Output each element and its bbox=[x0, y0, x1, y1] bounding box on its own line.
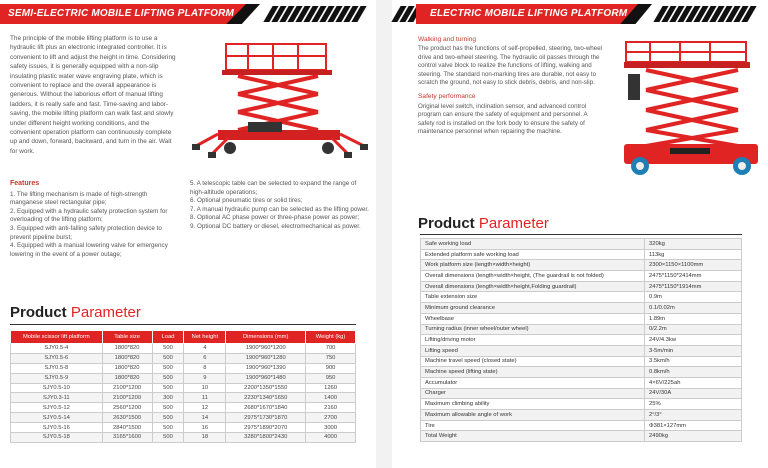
banner-title: SEMI-ELECTRIC MOBILE LIFTING PLATFORM bbox=[8, 8, 235, 19]
spec-label: Minimum ground clearance bbox=[421, 303, 645, 314]
spec-value: 0/2.2m bbox=[645, 324, 742, 335]
electric-lift-image bbox=[620, 38, 762, 178]
table-row bbox=[421, 431, 742, 442]
table-row bbox=[421, 388, 742, 399]
table-row bbox=[11, 344, 356, 354]
table-row bbox=[421, 367, 742, 378]
table-header: Weight (kg) bbox=[306, 331, 356, 344]
spec-value: 25% bbox=[645, 399, 742, 410]
cell: 1900*960*1280 bbox=[226, 353, 306, 363]
cell: 1900*960*1480 bbox=[226, 373, 306, 383]
spec-label: Charger bbox=[421, 388, 645, 399]
right-banner bbox=[392, 4, 768, 24]
cell: 2100*1200 bbox=[102, 383, 152, 393]
left-banner bbox=[0, 4, 376, 24]
cell: 2700 bbox=[306, 413, 356, 423]
spec-label: Maximum climbing ability bbox=[421, 399, 645, 410]
spec-label: Machine travel speed (closed state) bbox=[421, 356, 645, 367]
table-row bbox=[421, 249, 742, 260]
table-row bbox=[11, 373, 356, 383]
cell: 500 bbox=[152, 353, 184, 363]
table-header: Net height bbox=[184, 331, 226, 344]
cell: 14 bbox=[184, 413, 226, 423]
cell: 1800*820 bbox=[102, 373, 152, 383]
table-header: Mobile scissor lift platform bbox=[11, 331, 103, 344]
table-row bbox=[11, 413, 356, 423]
spec-label: Tire bbox=[421, 420, 645, 431]
features-title: Features bbox=[10, 180, 40, 187]
cell: 500 bbox=[152, 363, 184, 373]
right-param-heading bbox=[418, 215, 549, 232]
cell: 2160 bbox=[306, 403, 356, 413]
right-page bbox=[392, 0, 768, 468]
table-header-row bbox=[11, 331, 356, 344]
spec-value: 0.1/0.02m bbox=[645, 303, 742, 314]
table-row bbox=[11, 363, 356, 373]
cell: 3000 bbox=[306, 423, 356, 433]
cell: 1800*820 bbox=[102, 344, 152, 354]
cell: 500 bbox=[152, 373, 184, 383]
intro-paragraph: The principle of the mobile lifting platform is to use a hydraulic lift plus an electronic integrated controller. It is convenient to lift and adjust the height in time. Considering safety issues, it is generally equipped with a non-slip insulating plastic water wave engraving plate, which is convenient to replace and the overall appearance is generous. Without the laborious effort of manual lifting ladders, it is really safe and fast. Time-saving and labor-saving, the mobile lifting platform can walk fast and slowly under different height working conditions, and the convenient operation platform can continuously complete up and down, forward, backward, and turn in the air. Wait for work. bbox=[10, 35, 176, 155]
spec-value: 4×6V/225ah bbox=[645, 377, 742, 388]
cell: SJY0.5-8 bbox=[11, 363, 103, 373]
spec-value: 2°/3° bbox=[645, 410, 742, 421]
spec-label: Lifting/driving motor bbox=[421, 335, 645, 346]
table-row bbox=[421, 420, 742, 431]
cell: 12 bbox=[184, 403, 226, 413]
cell: 10 bbox=[184, 383, 226, 393]
table-header: Table size bbox=[102, 331, 152, 344]
spec-value: 24V/4.3kw bbox=[645, 335, 742, 346]
cell: 500 bbox=[152, 413, 184, 423]
table-row bbox=[11, 423, 356, 433]
feature-item: 9. Optional DC battery or diesel, electromechanical as power. bbox=[190, 222, 361, 230]
left-page bbox=[0, 0, 376, 468]
spec-value: 3-5m/min bbox=[645, 345, 742, 356]
feature-item: 6. Optional pneumatic tires or solid tires; bbox=[190, 197, 303, 205]
cell: 4000 bbox=[306, 433, 356, 443]
cell: 1800*820 bbox=[102, 353, 152, 363]
cell: SJY0.5-9 bbox=[11, 373, 103, 383]
param-title-b: Parameter bbox=[70, 304, 141, 321]
spec-value: 0.9m bbox=[645, 292, 742, 303]
table-row bbox=[11, 353, 356, 363]
feature-item: 4. Equipped with a manual lowering valve for emergency lowering in the event of a power outage; bbox=[10, 242, 168, 258]
spec-value: 2475*1150*1914mm bbox=[645, 281, 742, 292]
cell: 8 bbox=[184, 363, 226, 373]
spec-label: Accumulator bbox=[421, 377, 645, 388]
spec-value: Φ381×127mm bbox=[645, 420, 742, 431]
table-header: Load bbox=[152, 331, 184, 344]
table-row bbox=[421, 399, 742, 410]
table-row bbox=[421, 377, 742, 388]
cell: 3165*1600 bbox=[102, 433, 152, 443]
spec-label: Machine speed (lifting state) bbox=[421, 367, 645, 378]
param-rule bbox=[10, 324, 356, 325]
cell: 500 bbox=[152, 423, 184, 433]
spec-value: 2490kg bbox=[645, 431, 742, 442]
banner-title: ELECTRIC MOBILE LIFTING PLATFORM bbox=[430, 8, 628, 19]
features-list-2 bbox=[190, 180, 370, 232]
param-title-b: Parameter bbox=[478, 215, 549, 232]
feature-item: 5. A telescopic table can be selected to expand the range of high-altitude operations; bbox=[190, 180, 357, 196]
cell: 1400 bbox=[306, 393, 356, 403]
spec-value: 113kg bbox=[645, 249, 742, 260]
spec-label: Work platform size (length×width×height) bbox=[421, 260, 645, 271]
cell: SJY0.5-18 bbox=[11, 433, 103, 443]
cell: 2975*1730*1870 bbox=[226, 413, 306, 423]
cell: 2100*1200 bbox=[102, 393, 152, 403]
spec-value: 0.8km/h bbox=[645, 367, 742, 378]
cell: 300 bbox=[152, 393, 184, 403]
spec-value: 24V/30A bbox=[645, 388, 742, 399]
feature-item: 1. The lifting mechanism is made of high-strength manganese steel rectangular pipe; bbox=[10, 190, 148, 207]
table-row bbox=[421, 313, 742, 324]
cell: 2840*1500 bbox=[102, 423, 152, 433]
param-title-a: Product bbox=[418, 215, 475, 232]
spec-value: 3.5km/h bbox=[645, 356, 742, 367]
spec-label: Lifting speed bbox=[421, 345, 645, 356]
cell: SJY0.5-16 bbox=[11, 423, 103, 433]
features-block bbox=[10, 180, 182, 259]
feature-item: 8. Optional AC phase power or three-phase power as power; bbox=[190, 214, 360, 222]
table-row bbox=[421, 410, 742, 421]
cell: 16 bbox=[184, 423, 226, 433]
spec-label: Overall dimensions (length×width×height,Folding guardrail) bbox=[421, 281, 645, 292]
spec-label: Safe working load bbox=[421, 239, 645, 250]
safety-title: Safety performance bbox=[418, 93, 476, 101]
spec-table bbox=[420, 238, 742, 442]
cell: SJY0.3-11 bbox=[11, 393, 103, 403]
cell: 500 bbox=[152, 383, 184, 393]
cell: 900 bbox=[306, 363, 356, 373]
cell: 750 bbox=[306, 353, 356, 363]
cell: 1900*960*1390 bbox=[226, 363, 306, 373]
cell: 2560*1200 bbox=[102, 403, 152, 413]
feature-item: 2. Equipped with a hydraulic safety protection system for overloading of the lifting platform; bbox=[10, 207, 168, 224]
cell: 2680*1670*1840 bbox=[226, 403, 306, 413]
cell: 9 bbox=[184, 373, 226, 383]
cell: 2230*1340*1650 bbox=[226, 393, 306, 403]
cell: 1800*820 bbox=[102, 363, 152, 373]
cell: 1900*960*1200 bbox=[226, 344, 306, 354]
features-list bbox=[10, 191, 182, 260]
right-description bbox=[418, 36, 604, 136]
table-header: Dimensions (mm) bbox=[226, 331, 306, 344]
banner-stripes bbox=[268, 6, 362, 22]
table-row bbox=[421, 324, 742, 335]
safety-text: Original level switch, inclination sensor, and advanced control program can ensure the safety of equipment and personnel. A safety rod is installed on the fork body to ensure the safety of maintenance personnel when repairing the machine. bbox=[418, 102, 588, 136]
spec-label: Turning radius (inner wheel/outer wheel) bbox=[421, 324, 645, 335]
cell: 3280*1800*2430 bbox=[226, 433, 306, 443]
features-block-2 bbox=[190, 180, 370, 232]
cell: 11 bbox=[184, 393, 226, 403]
spec-value: 1.89m bbox=[645, 313, 742, 324]
spec-label: Maximum allowable angle of work bbox=[421, 410, 645, 421]
banner-stripes bbox=[658, 6, 752, 22]
spec-label: Extended platform safe working load bbox=[421, 249, 645, 260]
semi-electric-lift-image bbox=[188, 34, 370, 164]
table-row bbox=[421, 281, 742, 292]
feature-item: 7. A manual hydraulic pump can be selected as the lifting power. bbox=[190, 205, 369, 213]
cell: SJY0.5-10 bbox=[11, 383, 103, 393]
cell: 500 bbox=[152, 433, 184, 443]
cell: SJY0.5-14 bbox=[11, 413, 103, 423]
cell: 700 bbox=[306, 344, 356, 354]
spec-value: 2300×1150×1100mm bbox=[645, 260, 742, 271]
spec-label: Wheelbase bbox=[421, 313, 645, 324]
table-row bbox=[421, 260, 742, 271]
cell: 18 bbox=[184, 433, 226, 443]
walking-title: Walking and turning bbox=[418, 36, 477, 43]
cell: 500 bbox=[152, 403, 184, 413]
cell: 2975*1890*2070 bbox=[226, 423, 306, 433]
spec-value: 2475*1150*2414mm bbox=[645, 271, 742, 282]
table-row bbox=[421, 356, 742, 367]
cell: 2630*1500 bbox=[102, 413, 152, 423]
model-table bbox=[10, 330, 356, 443]
cell: 500 bbox=[152, 344, 184, 354]
cell: 2200*1350*1550 bbox=[226, 383, 306, 393]
cell: 950 bbox=[306, 373, 356, 383]
cell: 4 bbox=[184, 344, 226, 354]
cell: SJY0.5-12 bbox=[11, 403, 103, 413]
feature-item: 3. Equipped with anti-falling safety protection device to prevent pipeline burst; bbox=[10, 224, 162, 241]
walking-text: The product has the functions of self-propelled, steering, two-wheel drive and two-wheel steering. The hydraulic oil passes through the control valve block to realize the functions of lifting, walking and steering. The standard non-marking tires are durable, not easy to scratch the ground, not easy to stick debris, debris, and non-slip. bbox=[418, 45, 603, 87]
table-row bbox=[421, 271, 742, 282]
spec-value: 320kg bbox=[645, 239, 742, 250]
table-row bbox=[11, 403, 356, 413]
left-param-heading bbox=[10, 304, 141, 321]
cell: 1260 bbox=[306, 383, 356, 393]
table-row bbox=[421, 303, 742, 314]
param-rule bbox=[420, 234, 742, 235]
table-row bbox=[421, 239, 742, 250]
table-row bbox=[11, 433, 356, 443]
cell: 6 bbox=[184, 353, 226, 363]
param-title-a: Product bbox=[10, 304, 67, 321]
page-gutter bbox=[376, 0, 392, 468]
table-row bbox=[421, 335, 742, 346]
spec-label: Overall dimensions (length×width×height, (The guardrail is not folded) bbox=[421, 271, 645, 282]
table-row bbox=[11, 383, 356, 393]
banner-stripes-left bbox=[396, 6, 418, 22]
spec-label: Total Weight bbox=[421, 431, 645, 442]
table-row bbox=[421, 345, 742, 356]
cell: SJY0.5-6 bbox=[11, 353, 103, 363]
table-row bbox=[11, 393, 356, 403]
table-row bbox=[421, 292, 742, 303]
spec-label: Table extension size bbox=[421, 292, 645, 303]
cell: SJY0.5-4 bbox=[11, 344, 103, 354]
